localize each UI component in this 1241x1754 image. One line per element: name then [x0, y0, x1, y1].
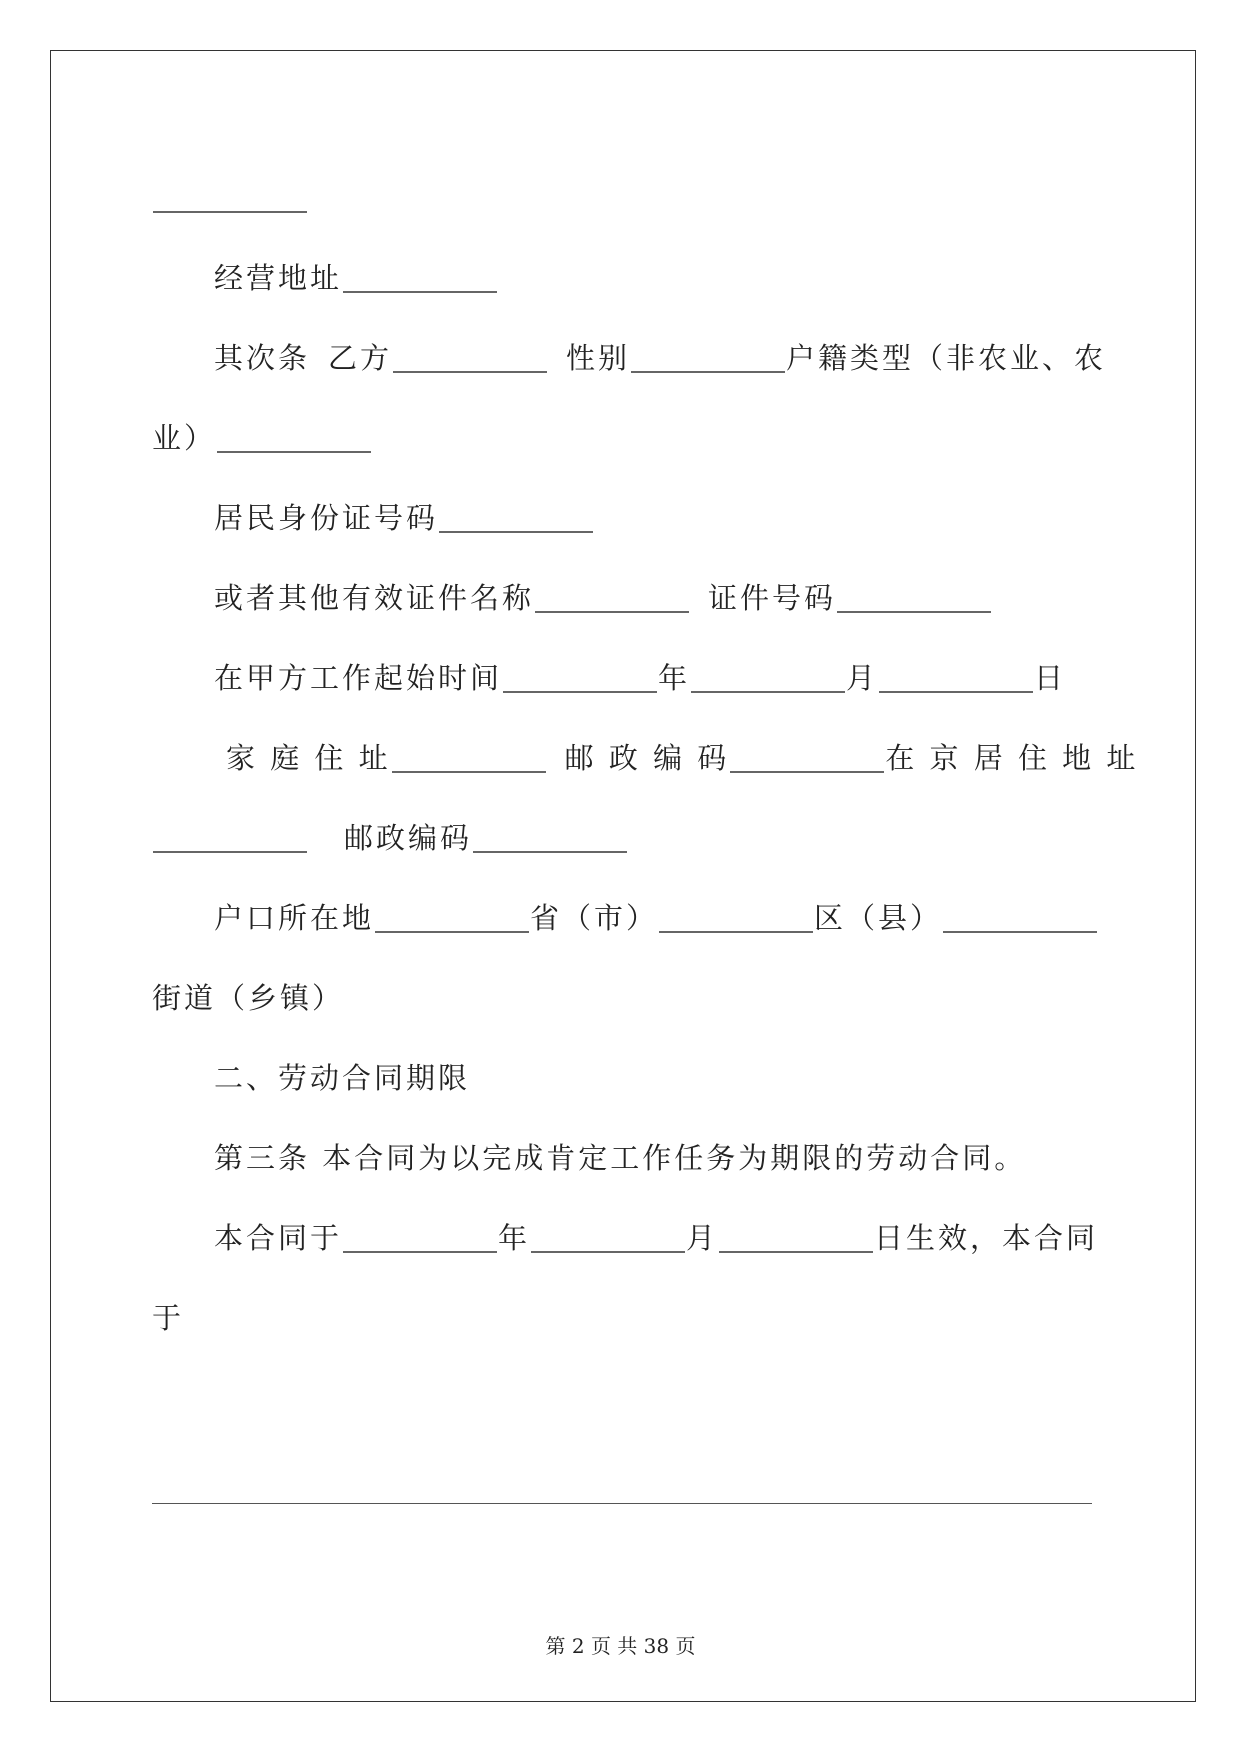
- postal-code-label: 邮 政 编 码: [564, 741, 730, 775]
- year-label: 年: [498, 1221, 531, 1255]
- day-label: 日: [1034, 661, 1067, 695]
- fill-blank[interactable]: [631, 371, 785, 373]
- line-effective-date: [152, 1218, 1154, 1258]
- district-label: 区（县）: [814, 901, 943, 935]
- fill-blank[interactable]: [393, 371, 547, 373]
- fill-blank[interactable]: [503, 691, 657, 693]
- fill-blank[interactable]: [375, 931, 529, 933]
- line-start-date: [152, 658, 1154, 698]
- fill-blank[interactable]: [473, 851, 627, 853]
- fill-blank[interactable]: [659, 931, 813, 933]
- line-hukou: [152, 898, 1092, 938]
- start-date-label: 在甲方工作起始时间: [214, 661, 503, 695]
- effective-suffix: 日生效，本合同: [874, 1221, 1099, 1255]
- line-postal-code-2: [152, 818, 1092, 858]
- fill-blank[interactable]: [343, 1251, 497, 1253]
- article-two-label: 其次条: [214, 341, 311, 375]
- fill-blank[interactable]: [943, 931, 1097, 933]
- month-label: 月: [686, 1221, 719, 1255]
- gender-label: 性别: [566, 341, 631, 375]
- postal-code-label-2: 邮政编码: [344, 821, 473, 855]
- section-heading: [152, 1058, 1154, 1098]
- id-card-label: 居民身份证号码: [214, 501, 439, 535]
- fill-blank[interactable]: [691, 691, 845, 693]
- fill-blank[interactable]: [439, 531, 593, 533]
- line-leading-blank: [152, 178, 1092, 218]
- fill-blank[interactable]: [531, 1251, 685, 1253]
- line-party-b: [152, 338, 1107, 378]
- household-type-label: 户籍类型（非农业、农: [786, 341, 1107, 375]
- page-number: 第 2 页 共 38 页: [545, 1634, 696, 1658]
- line-business-address: [152, 258, 1154, 298]
- long-fill-rule[interactable]: [152, 1503, 1092, 1504]
- beijing-address-label: 在 京 居 住 地 址: [885, 741, 1139, 775]
- hukou-label: 户口所在地: [214, 901, 375, 935]
- article-three-text: 第三条 本合同为以完成肯定工作任务为期限的劳动合同。: [214, 1141, 1027, 1175]
- home-address-label: 家 庭 住 址: [226, 741, 391, 775]
- line-street: [152, 978, 1092, 1018]
- effective-label: 本合同于: [214, 1221, 343, 1255]
- line-id-card: [152, 498, 1154, 538]
- section-two-heading: 二、劳动合同期限: [214, 1061, 471, 1095]
- line-household-type-cont: [152, 418, 1092, 458]
- year-label: 年: [658, 661, 691, 695]
- fill-blank[interactable]: [343, 291, 497, 293]
- fill-blank[interactable]: [153, 851, 307, 853]
- until-label: 于: [152, 1301, 185, 1335]
- fill-blank[interactable]: [719, 1251, 873, 1253]
- line-other-id: [152, 578, 1154, 618]
- street-label: 街道（乡镇）: [152, 981, 345, 1015]
- line-article-three: [152, 1138, 1154, 1178]
- fill-blank[interactable]: [153, 211, 307, 213]
- line-home-address: [152, 738, 1139, 778]
- business-address-label: 经营地址: [214, 261, 343, 295]
- line-until: [152, 1298, 1092, 1338]
- month-label: 月: [846, 661, 879, 695]
- fill-blank[interactable]: [730, 771, 884, 773]
- fill-blank[interactable]: [217, 451, 371, 453]
- fill-blank[interactable]: [837, 611, 991, 613]
- household-type-cont: 业）: [152, 421, 217, 455]
- party-b-label: 乙方: [328, 341, 393, 375]
- fill-blank[interactable]: [535, 611, 689, 613]
- id-number-label: 证件号码: [708, 581, 837, 615]
- fill-blank[interactable]: [879, 691, 1033, 693]
- province-label: 省（市）: [530, 901, 659, 935]
- other-id-label: 或者其他有效证件名称: [214, 581, 535, 615]
- fill-blank[interactable]: [392, 771, 546, 773]
